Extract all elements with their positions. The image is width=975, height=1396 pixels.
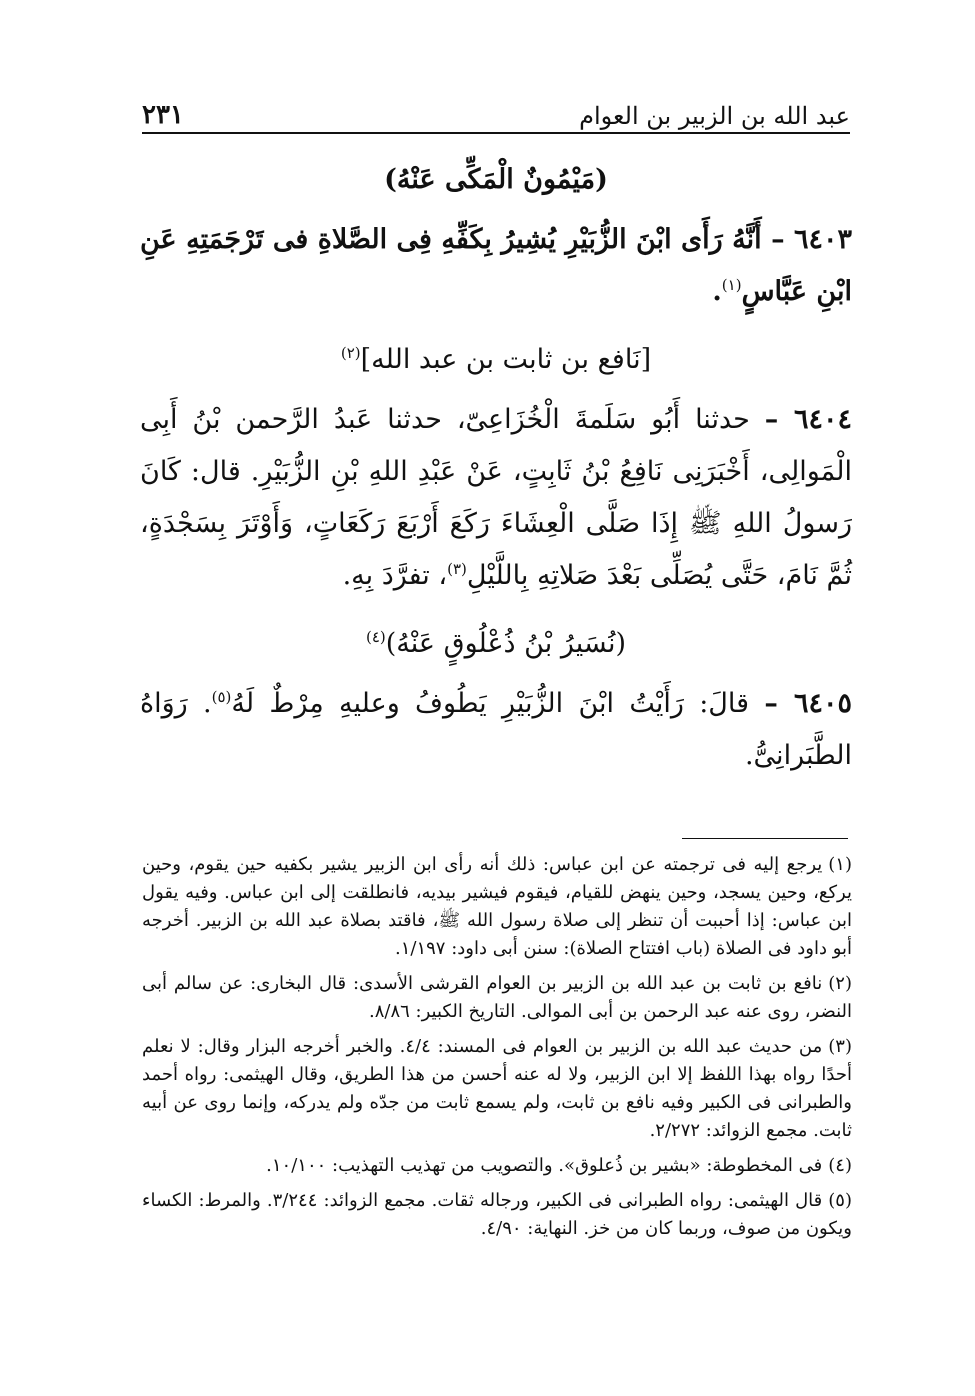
footnote-5: (٥)قال الهيثمى: رواه الطبرانى فى الكبير، ورجاله ثقات. مجمع الزوائد: ٣/٢٤٤. والمرط: الكساء ويكون من صوف، وربما كان من خز. النهاية: ٤/٩٠.	[142, 1190, 852, 1239]
footnote-ref: (١)	[721, 276, 742, 294]
footnote-4: (٤)فى المخطوطة: «بشير بن ذُعلوق». والتصويب من تهذيب التهذيب: ١٠/١٠٠.	[266, 1155, 852, 1176]
footnote-ref: (٣)	[447, 560, 467, 578]
footnote-divider	[682, 838, 848, 839]
footnote-1: (١)يرجع إليه فى ترجمته عن ابن عباس: ذلك أنه رأى ابن الزبير يشير بكفيه حين يقوم، وحين يركع، وحين يسجد، وحين ينهض للقيام، فيقوم فيشير بيديه، فانطلقت إلى ابن عباس. وفيه يقول ابن عباس: إذا أحببت أن تنظر إلى صلاة رسول الله ﷺ، فاقتد بصلاة عبد الله بن الزبير. أخرجه أبو داود فى الصلاة (باب افتتاح الصلاة): سنن أبى داود: ١/١٩٧.	[142, 854, 852, 959]
header-divider	[142, 132, 850, 134]
header-title: عبد الله بن الزبير بن العوام	[579, 102, 850, 130]
footnote-ref: (٥)	[211, 688, 232, 706]
running-header	[142, 88, 850, 130]
hadith-text: قالَ: رَأَيْتُ ابْنَ الزُّبَيْرِ يَطُوفُ وعليهِ مِرْطٌ لَهُ	[231, 688, 750, 719]
footnote-3: (٣)من حديث عبد الله بن الزبير بن العوام فى المسند: ٤/٤. والخبر أخرجه البزار وقال: لا نعلم أحدًا رواه بهذا اللفظ إلا ابن الزبير، ولا له عنه أحسن من هذا الطريق، وقال الهيثمى: رواه أحمد والطبرانى فى الكبير وفيه نافع بن ثابت، ولم يسمع ثابت من جدّه ولم يدركه، وإنما روى عن أبيه ثابت. مجمع الزوائد: ٢/٢٧٢.	[142, 1036, 852, 1141]
hadith-6404: ٦٤٠٤ – حدثنا أَبُو سَلَمةَ الْخُزَاعِىّ، حدثنا عَبدُ الرَّحمن بْنُ أَبِى الْمَوالِى، أَخْبَرَنِى نَافِعُ بْنُ ثَابِتٍ، عَنْ عَبْدِ اللهِ بْنِ الزُّبَيْرِ. قال: كَانَ رَسولُ اللهِ ﷺ إِذَا صَلَّى الْعِشَاءَ رَكَعَ أَرْبَعَ رَكَعَاتٍ، وَأَوْتَرَ بِسَجْدَةٍ، ثُمَّ نَامَ، حَتَّى يُصَلِّى بَعْدَ صَلاتِهِ بِاللَّيْلِ$^{(٣)}$، تفرَّدَ بِهِ.	[140, 404, 852, 591]
section-heading: [نَافع بن ثابت بن عبد الله]$^{(٢)}$	[340, 344, 652, 375]
section-heading: (نُسَيرُ بْنُ ذُعْلُوقٍ عَنْهُ)$^{(٤)}$	[365, 628, 626, 659]
footnote-ref: (٢)	[340, 344, 361, 362]
hadith-text: حدثنا أَبُو سَلَمةَ الْخُزَاعِىّ، حدثنا عَبدُ الرَّحمن بْنُ أَبِى الْمَوالِى، أَخْبَرَنِى نَافِعُ بْنُ ثَابِتٍ، عَنْ عَبْدِ اللهِ بْنِ الزُّبَيْرِ. قال: كَانَ رَسولُ اللهِ ﷺ إِذَا صَلَّى الْعِشَاءَ رَكَعَ أَرْبَعَ رَكَعَاتٍ، وَأَوْتَرَ بِسَجْدَةٍ، ثُمَّ نَامَ، حَتَّى يُصَلِّى بَعْدَ صَلاتِهِ بِاللَّيْلِ	[140, 404, 852, 591]
page-number: ٢٣١	[142, 100, 184, 130]
hadith-number: ٦٤٠٤ –	[764, 404, 852, 435]
hadith-text: أَنَّهُ رَأَى ابْنَ الزُّبَيْرِ يُشِيرُ بِكَفِّهِ فِى الصَّلاةِ فى تَرْجَمَتِهِ عَنِ ابْنِ عَبَّاسٍ	[140, 224, 852, 307]
hadith-number: ٦٤٠٥ –	[764, 688, 853, 719]
main-text	[140, 160, 852, 782]
hadith-6405: ٦٤٠٥ – قالَ: رَأَيْتُ ابْنَ الزُّبَيْرِ يَطُوفُ وعليهِ مِرْطٌ لَهُ$^{(٥)}$. رَوَاهُ الطَّبَرانِىُّ.	[140, 688, 853, 771]
hadith-6403: ٦٤٠٣ – أَنَّهُ رَأَى ابْنَ الزُّبَيْرِ يُشِيرُ بِكَفِّهِ فِى الصَّلاةِ فى تَرْجَمَتِهِ عَنِ ابْنِ عَبَّاسٍ$^{(١)}$.	[140, 224, 853, 307]
footnote-2: (٢)نافع بن ثابت بن عبد الله بن الزبير بن العوام القرشى الأسدى: قال البخارى: عن سالم أبى النضر، روى عنه عبد الرحمن بن أبى الموالى. التاريخ الكبير: ٨/٨٦.	[142, 973, 852, 1022]
footnote-ref: (٤)	[365, 628, 386, 646]
section-heading: (مَيْمُونٌ الْمَكِّى عَنْهُ)	[384, 164, 608, 195]
footnotes	[142, 851, 852, 1250]
hadith-number: ٦٤٠٣ –	[771, 224, 853, 255]
